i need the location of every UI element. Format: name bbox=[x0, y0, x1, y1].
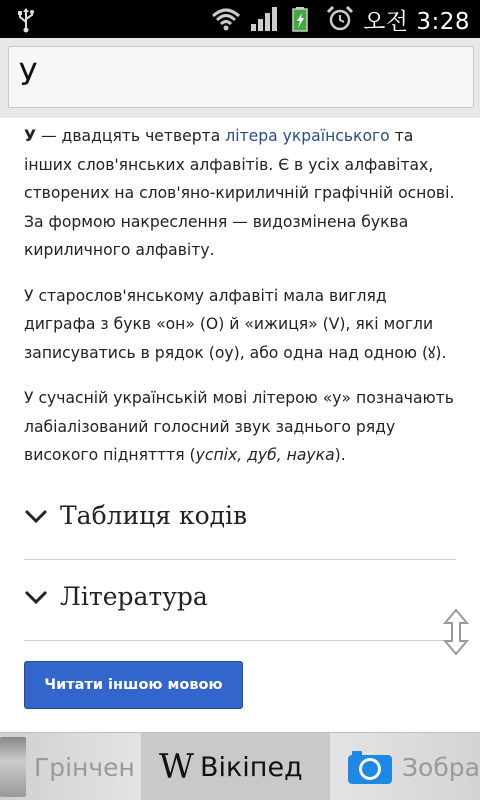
tab-label: Вікіпед bbox=[199, 751, 303, 783]
paragraph-3-post: ). bbox=[334, 446, 346, 464]
read-other-language-button[interactable]: Читати іншою мовою bbox=[24, 661, 243, 709]
tab-images[interactable] bbox=[330, 733, 480, 800]
usb-icon bbox=[14, 7, 38, 33]
portrait-thumbnail bbox=[0, 737, 26, 797]
tab-grinchenko[interactable] bbox=[0, 733, 141, 800]
chevron-down-icon bbox=[24, 589, 48, 605]
tab-label: Грінчен bbox=[34, 752, 135, 782]
clock: 오전 3:28 bbox=[363, 8, 470, 35]
article-term: У bbox=[24, 127, 37, 145]
scroll-handle-icon[interactable] bbox=[442, 608, 470, 656]
app-tab-bar bbox=[0, 732, 480, 800]
tab-label: Зобра bbox=[402, 752, 480, 782]
ukrainian-letter-link[interactable]: літера українського bbox=[225, 127, 390, 145]
section-code-table[interactable] bbox=[24, 480, 456, 560]
section-title: Таблиця кодів bbox=[60, 501, 248, 530]
search-input[interactable] bbox=[8, 46, 474, 108]
paragraph-3 bbox=[24, 384, 456, 470]
article-content[interactable] bbox=[0, 118, 480, 732]
article-body bbox=[0, 118, 480, 470]
tab-wikipedia[interactable] bbox=[141, 733, 330, 800]
page-title: У bbox=[19, 58, 38, 93]
wifi-icon bbox=[211, 6, 241, 32]
camera-icon bbox=[346, 748, 394, 786]
status-bar bbox=[0, 0, 480, 38]
battery-charging-icon bbox=[287, 6, 317, 32]
section-title: Література bbox=[60, 582, 208, 611]
chevron-down-icon bbox=[24, 508, 48, 524]
paragraph-1-pre: — двадцять четверта bbox=[36, 127, 226, 145]
paragraph-2: У старослов'янському алфавіті мала вигляд диграфа з букв «он» (О) й «ижиця» (V), які могли записуватись в рядок (оу), або одна над одною (ꙋ). bbox=[24, 286, 447, 362]
paragraph-1-post: та інших слов'янських алфавітів. Є в усіх алфавітах, створених на слов'яно-кириличній графічній основі. За формою накреслення — видозмінена буква кириличного алфавіту. bbox=[24, 127, 455, 259]
title-bar bbox=[0, 38, 480, 118]
paragraph-3-examples: успіх, дуб, наука bbox=[195, 446, 335, 464]
section-literature[interactable] bbox=[24, 561, 456, 641]
paragraph-1 bbox=[24, 122, 456, 265]
alarm-icon bbox=[325, 6, 355, 32]
paragraph-3-pre: У сучасній українській мові літерою «у» позначають лабіалізований голосний звук заднього ряду високого піднятття ( bbox=[24, 389, 454, 464]
wikipedia-logo-icon: W bbox=[159, 747, 194, 787]
signal-icon bbox=[249, 6, 279, 32]
